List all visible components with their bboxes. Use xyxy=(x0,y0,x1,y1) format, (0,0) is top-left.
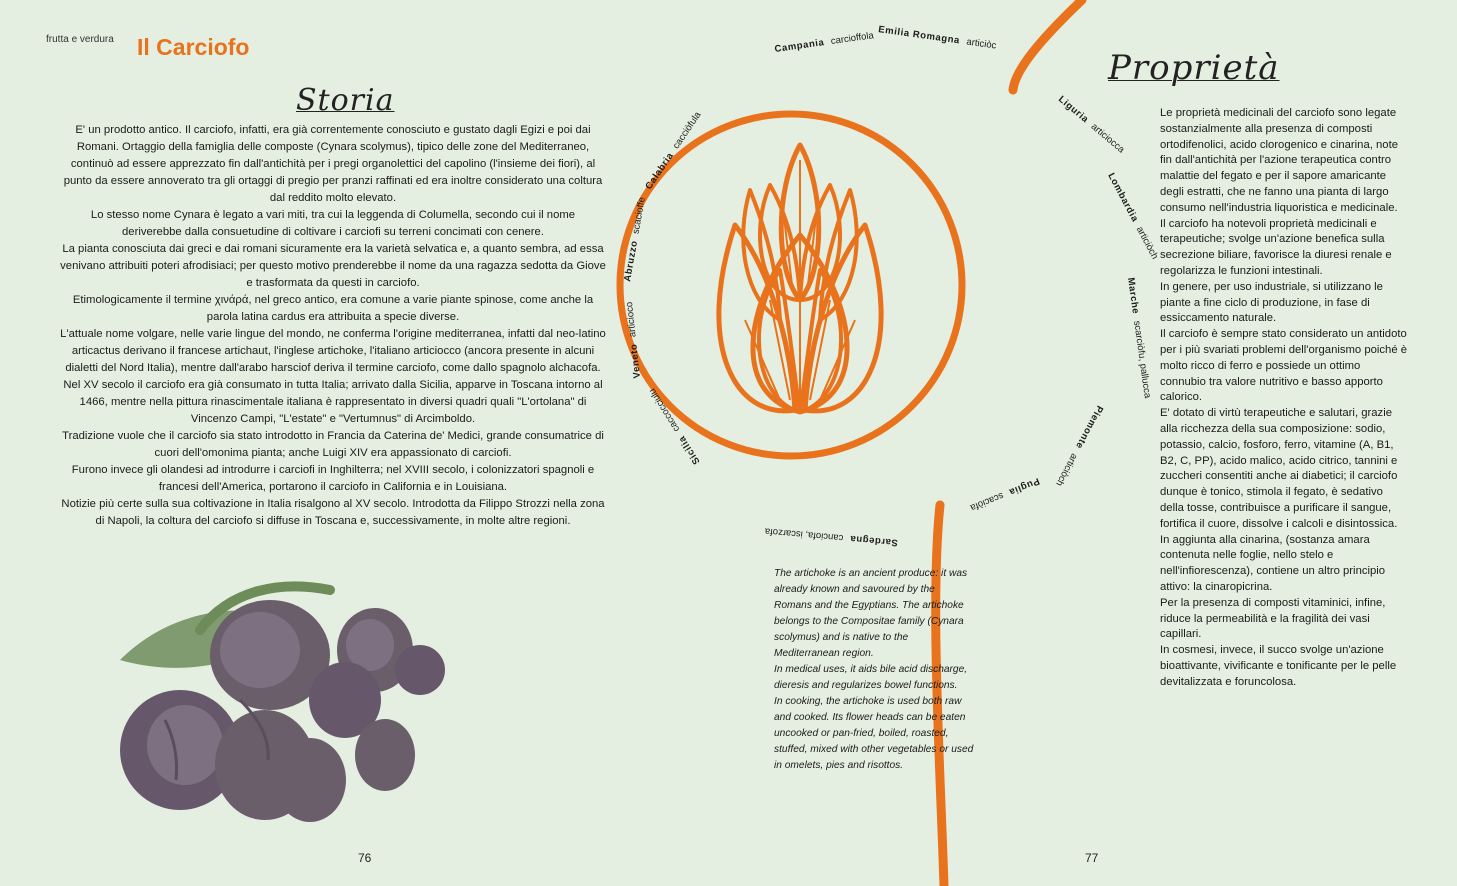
storia-heading: Storia xyxy=(296,83,395,118)
storia-paragraph: Lo stesso nome Cynara è legato a vari miti, tra cui la leggenda di Columella, secondo cui il nome deriverebbe dalla consuetudine di coltivare i carciofi su terreni concimati con cenere. xyxy=(90,209,576,238)
proprieta-heading: Proprietà xyxy=(1108,48,1280,88)
page-title: Il Carciofo xyxy=(137,34,250,60)
proprieta-paragraph: Il carciofo ha notevoli proprietà medicinali e terapeutiche; svolge un'azione benefica sulla secrezione biliare, favorisce la diuresi renale e regolarizza le funzioni intestinali. xyxy=(1160,217,1392,277)
region-lombardia: Lombardia articiòch xyxy=(1105,171,1161,262)
region-campania: Campania carcioffola xyxy=(773,30,875,55)
region-sardegna: Sardegna canciofa, iscarzofa xyxy=(764,525,899,548)
proprieta-paragraph: In cosmesi, invece, il succo svolge un'azione bioattivante, vivificante e tonificante per le pelle devitalizzata e foruncolosa. xyxy=(1160,644,1397,688)
region-sicilia: Sicilia caccocciulu xyxy=(646,386,703,467)
proprieta-text xyxy=(1160,106,1408,690)
section-label: frutta e verdura xyxy=(46,34,114,45)
region-piemonte: Piemonte articiòch xyxy=(1053,403,1106,488)
artichokes-photo xyxy=(120,586,445,822)
region-calabria: Calabria cacciòfula xyxy=(643,109,704,192)
storia-paragraph: E' un prodotto antico. Il carciofo, infatti, era già correntemente conosciuto e gustato dagli Egizi e poi dai Romani. Ortaggio della famiglia delle composte (Cynara scolymus), tipico delle zone del Mediterraneo, continuò ad essere apprezzato fin dall'antichità per i pregi organolettici del capolino (l'insieme dei fiori), al punto da essere annoverato tra gli ortaggi di pregio per pranzi raffinati ed era inoltre considerato una coltura dal reddito molto elevato. xyxy=(63,124,603,204)
storia-paragraph: La pianta conosciuta dai greci e dai romani sicuramente era la varietà selvatica e, a quanto sembra, ad essa venivano attribuiti poteri afrodisiaci; per questo motivo prenderebbe il nome da una ragazza sedotta da Giove e trasformata da questi in carciofo. xyxy=(60,243,606,289)
storia-paragraph: Tradizione vuole che il carciofo sia stato introdotto in Francia da Caterina de' Medici, grande consumatrice di cuori dell'omonima pianta; anche Luigi XIV era appassionato di carciofi. xyxy=(62,430,604,459)
proprieta-paragraph: In aggiunta alla cinarina, (sostanza amara contenuta nelle foglie, nello stelo e nell'infiorescenza), contiene un altro principio attivo: la cinaropicrina. xyxy=(1160,533,1386,593)
region-puglia: Puglia scaciòfa xyxy=(968,475,1041,513)
english-text xyxy=(774,566,974,774)
region-marche: Marche scarciòfu, pallucca xyxy=(1125,276,1153,399)
proprieta-paragraph: E' dotato di virtù terapeutiche e salutari, grazie alla ricchezza della sua composizione: sodio, potassio, calcio, fosforo, ferro, vitamine (A, B1, B2, C, PP), acido malico, acido citrico, tannini e zuccheri consentiti anche ai diabetici; il carciofo dunque è tonico, stimola il fegato, è sedativo della tosse, contribuisce a purificare il sangue, fortifica il cuore, dissolve i calcoli e disintossica. xyxy=(1160,407,1398,530)
storia-paragraph: Notizie più certe sulla sua coltivazione in Italia risalgono al XV secolo. Introdotta da Filippo Strozzi nella zona di Napoli, la coltura del carciofo si diffuse in Toscana e, successivamente, in molte altre regioni. xyxy=(61,498,605,527)
english-paragraph: In cooking, the artichoke is used both raw and cooked. Its flower heads can be eaten uncooked or pan-fried, boiled, roasted, stuffed, mixed with other vegetables or used in omelets, pies and risottos. xyxy=(774,696,974,771)
region-liguria: Liguria articiocca xyxy=(1056,93,1127,156)
storia-paragraph: Etimologicamente il termine χινάρά, nel greco antico, era comune a varie piante spinose, come anche la parola latina cardus era attribuita a specie diverse. xyxy=(72,294,594,323)
english-paragraph: In medical uses, it aids bile acid discharge, dieresis and regularizes bowel functions. xyxy=(774,664,968,691)
proprieta-paragraph: In genere, per uso industriale, si utilizzano le piante a fine ciclo di produzione, in fase di essiccamento naturale. xyxy=(1160,280,1383,325)
artichoke-emblem-icon xyxy=(719,145,881,412)
storia-paragraph: Furono invece gli olandesi ad introdurre i carciofi in Inghilterra; nel XVIII secolo, i colonizzatori spagnoli e francesi dell'America, portarono il carciofo in California e in Louisiana. xyxy=(71,464,595,493)
region-veneto: Veneto articioco xyxy=(624,301,643,379)
proprieta-paragraph: Il carciofo è sempre stato considerato un antidoto per i più svariati problemi dell'organismo poiché è molto ricco di ferro e possiede un ottimo connubio tra valore nutritivo e basso apporto calorico. xyxy=(1160,328,1408,404)
page-number-left: 76 xyxy=(358,851,372,865)
storia-paragraph: Nel XV secolo il carciofo era già consumato in tutta Italia; arrivato dalla Sicilia, apparve in Toscana intorno al 1466, mentre nella pittura rinascimentale italiana è rappresentato in diversi quadri quali "L'ortolana" di Vincenzo Campi, "L'estate" e "Vertumnus" di Arcimboldo. xyxy=(63,379,603,425)
proprieta-paragraph: Le proprietà medicinali del carciofo sono legate sostanzialmente alla presenza di composti ortodifenolici, acido clorogenico e cinarina, note fin dall'antichità per l'azione terapeutica contro malattie del fegato e per il sapore amaricante degli estratti, che ne fanno una pianta di largo consumo nell'industria liquoristica e medicinale. xyxy=(1160,107,1399,214)
english-paragraph: The artichoke is an ancient produce: it was already known and savoured by the Romans and the Egyptians. The artichoke belongs to the Compositae family (Cynara scolymus) and is native to the Mediterranean region. xyxy=(774,568,968,659)
storia-paragraph: L'attuale nome volgare, nelle varie lingue del mondo, ne conferma l'origine mediterranea, infatti dal neo-latino articactus derivano il francese artichaut, l'inglese artichoke, l'italiano articiocco (ancora presente in alcuni dialetti del Nord Italia), mentre dall'arabo harsciof deriva il termine carciofo, come dallo spagnolo alchacofa. xyxy=(60,328,606,374)
region-labels xyxy=(622,24,1160,548)
region-emilia-romagna: Emilia Romagna articiòc xyxy=(877,24,998,52)
proprieta-paragraph: Per la presenza di composti vitaminici, infine, riduce la permeabilità e la fragilità dei vasi capillari. xyxy=(1160,596,1386,641)
page-number-right: 77 xyxy=(1085,851,1099,865)
region-abruzzo: Abruzzo scacioffe xyxy=(622,196,648,283)
